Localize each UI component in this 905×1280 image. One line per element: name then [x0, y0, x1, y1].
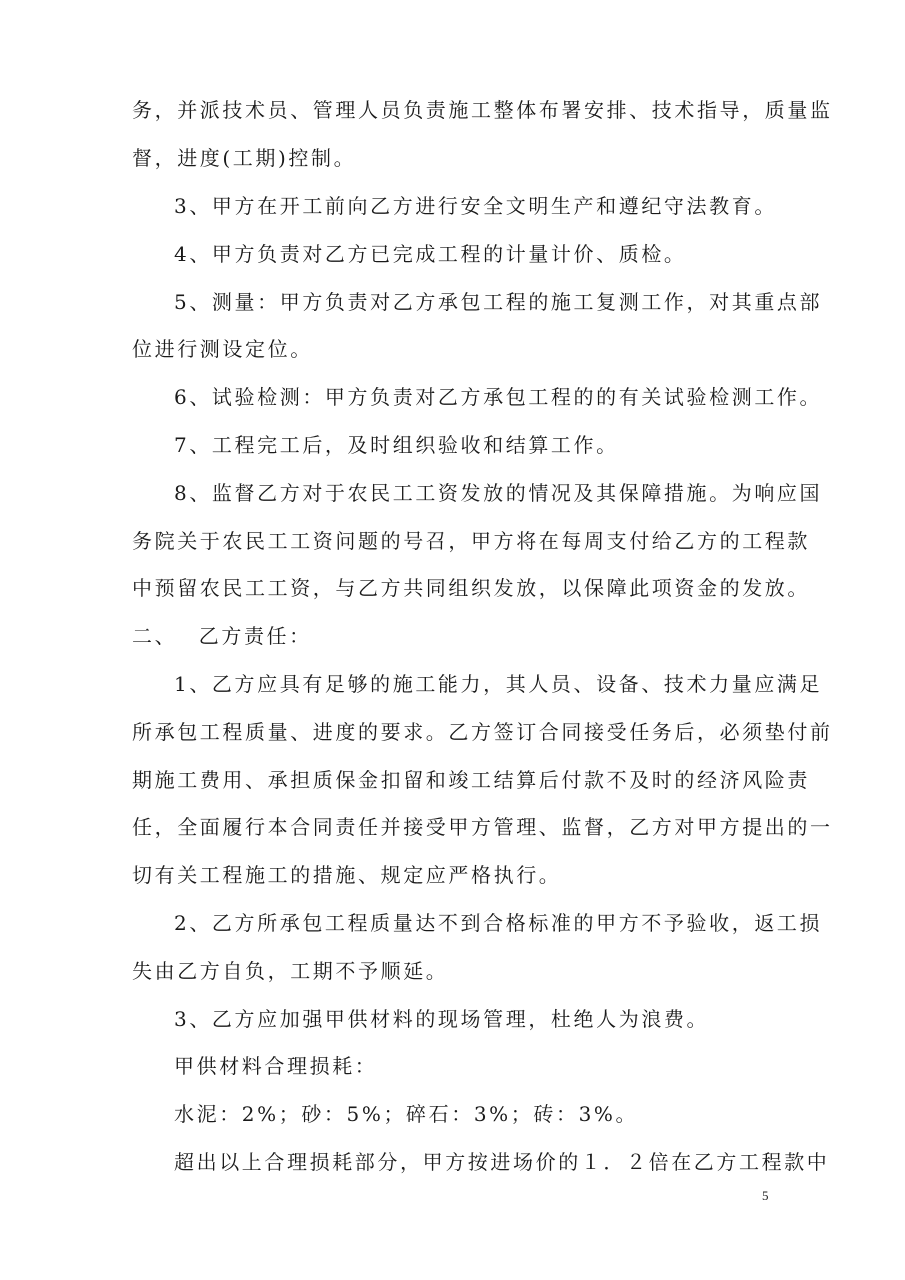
text-line: 务，并派技术员、管理人员负责施工整体布署安排、技术指导，质量监	[132, 98, 833, 122]
text-line: 务院关于农民工工资问题的号召，甲方将在每周支付给乙方的工程款	[132, 529, 810, 553]
text-line: 所承包工程质量、进度的要求。乙方签订合同接受任务后，必须垫付前	[132, 720, 833, 744]
text-line: 督，进度(工期)控制。	[132, 146, 357, 170]
text-line: 中预留农民工工资，与乙方共同组织发放，以保障此项资金的发放。	[132, 576, 810, 600]
text-line: 甲供材料合理损耗：	[174, 1054, 378, 1078]
text-line: 失由乙方自负，工期不予顺延。	[132, 959, 449, 983]
text-line: 切有关工程施工的措施、规定应严格执行。	[132, 863, 562, 887]
text-line: 期施工费用、承担质保金扣留和竣工结算后付款不及时的经济风险责	[132, 768, 810, 792]
text-line: 2、乙方所承包工程质量达不到合格标准的甲方不予验收，返工损	[174, 911, 823, 935]
section-heading: 二、 乙方责任：	[132, 624, 312, 648]
text-line: 超出以上合理损耗部分，甲方按进场价的１．２倍在乙方工程款中	[174, 1150, 830, 1174]
text-line: 任，全面履行本合同责任并接受甲方管理、监督，乙方对甲方提出的一	[132, 815, 833, 839]
page-number: 5	[762, 1188, 769, 1203]
text-line: 6、试验检测：甲方负责对乙方承包工程的的有关试验检测工作。	[174, 385, 823, 409]
text-line: 位进行测设定位。	[132, 337, 313, 361]
text-line: 3、乙方应加强甲供材料的现场管理，杜绝人为浪费。	[174, 1007, 710, 1031]
text-line: 1、乙方应具有足够的施工能力，其人员、设备、技术力量应满足	[174, 672, 823, 696]
text-line: 4、甲方负责对乙方已完成工程的计量计价、质检。	[174, 242, 687, 266]
text-line: 5、测量：甲方负责对乙方承包工程的施工复测工作，对其重点部	[174, 290, 823, 314]
text-line: 7、工程完工后，及时组织验收和结算工作。	[174, 433, 619, 457]
text-line: 8、监督乙方对于农民工工资发放的情况及其保障措施。为响应国	[174, 481, 823, 505]
text-line: 水泥：2%；砂：5%；碎石：3%；砖：3%。	[174, 1102, 639, 1126]
text-line: 3、甲方在开工前向乙方进行安全文明生产和遵纪守法教育。	[174, 194, 777, 218]
